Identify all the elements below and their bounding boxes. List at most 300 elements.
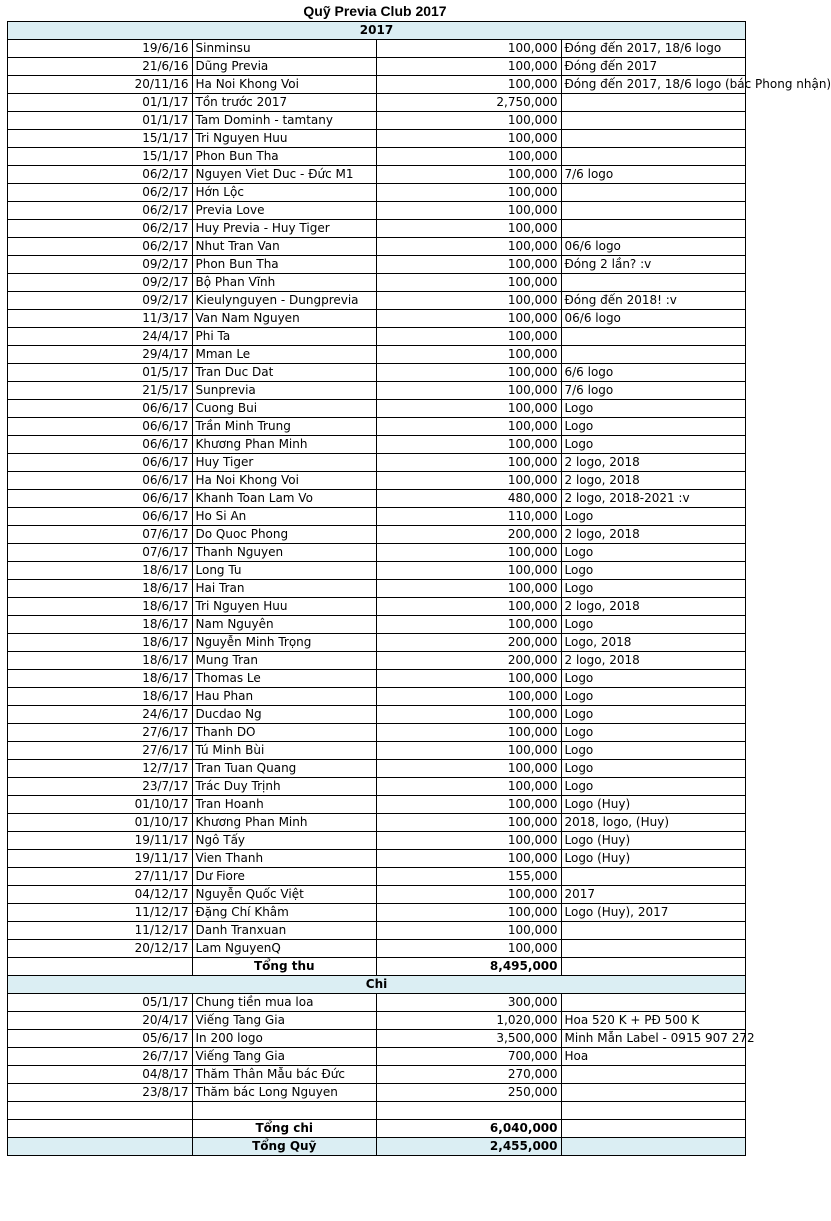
expense-row <box>8 1012 746 1030</box>
note-cell: Logo <box>561 400 746 418</box>
name-cell: Ha Noi Khong Voi <box>192 472 377 490</box>
income-row <box>8 814 746 832</box>
note-cell: Logo <box>561 688 746 706</box>
date-cell: 21/5/17 <box>8 382 193 400</box>
date-cell: 01/10/17 <box>8 796 193 814</box>
name-cell: Viếng Tang Gia <box>192 1012 377 1030</box>
name-cell: Hau Phan <box>192 688 377 706</box>
amount-cell: 100,000 <box>377 562 562 580</box>
date-cell: 06/6/17 <box>8 472 193 490</box>
amount-cell: 200,000 <box>377 526 562 544</box>
empty-cell <box>561 1102 746 1120</box>
name-cell: Mman Le <box>192 346 377 364</box>
amount-cell: 250,000 <box>377 1084 562 1102</box>
date-cell: 06/6/17 <box>8 400 193 418</box>
amount-cell: 100,000 <box>377 274 562 292</box>
note-cell: 7/6 logo <box>561 382 746 400</box>
income-row <box>8 184 746 202</box>
name-cell: Trác Duy Trịnh <box>192 778 377 796</box>
amount-cell: 100,000 <box>377 778 562 796</box>
date-cell: 21/6/16 <box>8 58 193 76</box>
name-cell: Thăm Thân Mẫu bác Đức <box>192 1066 377 1084</box>
amount-cell: 700,000 <box>377 1048 562 1066</box>
amount-cell: 100,000 <box>377 130 562 148</box>
note-cell: Đóng đến 2017, 18/6 logo (bác Phong nhận) <box>561 76 746 94</box>
income-row <box>8 112 746 130</box>
income-row <box>8 670 746 688</box>
income-row <box>8 148 746 166</box>
income-row <box>8 418 746 436</box>
date-cell: 09/2/17 <box>8 274 193 292</box>
income-section-header <box>8 22 746 40</box>
income-row <box>8 832 746 850</box>
name-cell: Ducdao Ng <box>192 706 377 724</box>
note-cell: Logo, 2018 <box>561 634 746 652</box>
name-cell: Trần Minh Trung <box>192 418 377 436</box>
income-row <box>8 40 746 58</box>
empty-cell <box>192 1102 377 1120</box>
note-cell <box>561 112 746 130</box>
date-cell: 27/6/17 <box>8 742 193 760</box>
amount-cell: 100,000 <box>377 850 562 868</box>
note-cell: Logo <box>561 562 746 580</box>
empty-cell <box>377 1102 562 1120</box>
amount-cell: 100,000 <box>377 310 562 328</box>
income-row <box>8 130 746 148</box>
date-cell: 19/6/16 <box>8 40 193 58</box>
name-cell: Sunprevia <box>192 382 377 400</box>
expense-row <box>8 1066 746 1084</box>
name-cell: Viếng Tang Gia <box>192 1048 377 1066</box>
income-row <box>8 778 746 796</box>
date-cell: 18/6/17 <box>8 652 193 670</box>
note-cell: Logo <box>561 616 746 634</box>
total-label: Tổng Quỹ <box>192 1138 377 1156</box>
date-cell: 12/7/17 <box>8 760 193 778</box>
blank-row <box>8 1102 746 1120</box>
note-cell: 2 logo, 2018 <box>561 526 746 544</box>
amount-cell: 100,000 <box>377 796 562 814</box>
note-cell: Logo <box>561 418 746 436</box>
note-cell: Đóng 2 lần? :v <box>561 256 746 274</box>
name-cell: Tran Tuan Quang <box>192 760 377 778</box>
expense-row <box>8 994 746 1012</box>
amount-cell: 100,000 <box>377 670 562 688</box>
name-cell: Huy Tiger <box>192 454 377 472</box>
name-cell: Danh Tranxuan <box>192 922 377 940</box>
income-row <box>8 472 746 490</box>
income-row <box>8 220 746 238</box>
amount-cell: 100,000 <box>377 418 562 436</box>
date-cell: 15/1/17 <box>8 148 193 166</box>
income-row <box>8 526 746 544</box>
date-cell: 27/6/17 <box>8 724 193 742</box>
amount-cell: 100,000 <box>377 814 562 832</box>
empty-cell <box>8 1138 193 1156</box>
note-cell: Đóng đến 2017 <box>561 58 746 76</box>
date-cell: 20/11/16 <box>8 76 193 94</box>
date-cell: 06/2/17 <box>8 220 193 238</box>
amount-cell: 100,000 <box>377 220 562 238</box>
total-label: Tổng thu <box>192 958 377 976</box>
amount-cell: 100,000 <box>377 922 562 940</box>
empty-cell <box>561 958 746 976</box>
amount-cell: 155,000 <box>377 868 562 886</box>
name-cell: Tồn trước 2017 <box>192 94 377 112</box>
name-cell: Ho Si An <box>192 508 377 526</box>
date-cell: 23/8/17 <box>8 1084 193 1102</box>
amount-cell: 110,000 <box>377 508 562 526</box>
income-row <box>8 400 746 418</box>
note-cell <box>561 274 746 292</box>
note-cell: Logo (Huy) <box>561 850 746 868</box>
date-cell: 11/12/17 <box>8 922 193 940</box>
name-cell: Thomas Le <box>192 670 377 688</box>
name-cell: Lam NguyenQ <box>192 940 377 958</box>
income-row <box>8 166 746 184</box>
amount-cell: 100,000 <box>377 292 562 310</box>
name-cell: Nguyễn Quốc Việt <box>192 886 377 904</box>
name-cell: Van Nam Nguyen <box>192 310 377 328</box>
date-cell: 11/3/17 <box>8 310 193 328</box>
amount-cell: 100,000 <box>377 472 562 490</box>
amount-cell: 270,000 <box>377 1066 562 1084</box>
name-cell: Khương Phan Minh <box>192 814 377 832</box>
note-cell: Logo <box>561 724 746 742</box>
amount-cell: 100,000 <box>377 688 562 706</box>
note-cell: Logo <box>561 580 746 598</box>
name-cell: Tri Nguyen Huu <box>192 130 377 148</box>
date-cell: 09/2/17 <box>8 292 193 310</box>
amount-cell: 100,000 <box>377 238 562 256</box>
fund-table <box>7 21 831 1156</box>
note-cell <box>561 346 746 364</box>
income-row <box>8 310 746 328</box>
income-row <box>8 724 746 742</box>
total-value: 6,040,000 <box>377 1120 562 1138</box>
income-row <box>8 76 746 94</box>
income-row <box>8 436 746 454</box>
name-cell: Mung Tran <box>192 652 377 670</box>
date-cell: 29/4/17 <box>8 346 193 364</box>
income-row <box>8 256 746 274</box>
note-cell <box>561 868 746 886</box>
name-cell: Tran Duc Dat <box>192 364 377 382</box>
amount-cell: 480,000 <box>377 490 562 508</box>
date-cell: 06/2/17 <box>8 238 193 256</box>
income-row <box>8 868 746 886</box>
date-cell: 06/6/17 <box>8 436 193 454</box>
note-cell: 2 logo, 2018-2021 :v <box>561 490 746 508</box>
date-cell: 18/6/17 <box>8 580 193 598</box>
empty-cell <box>561 1120 746 1138</box>
income-row <box>8 904 746 922</box>
note-cell: Đóng đến 2018! :v <box>561 292 746 310</box>
note-cell <box>561 940 746 958</box>
income-row <box>8 688 746 706</box>
note-cell: 06/6 logo <box>561 238 746 256</box>
name-cell: Dư Fiore <box>192 868 377 886</box>
date-cell: 19/11/17 <box>8 832 193 850</box>
name-cell: Do Quoc Phong <box>192 526 377 544</box>
income-row <box>8 580 746 598</box>
name-cell: Tran Hoanh <box>192 796 377 814</box>
note-cell: Hoa 520 K + PĐ 500 K <box>561 1012 746 1030</box>
date-cell: 18/6/17 <box>8 616 193 634</box>
income-year-label: 2017 <box>8 22 746 40</box>
date-cell: 06/2/17 <box>8 202 193 220</box>
date-cell: 01/1/17 <box>8 112 193 130</box>
income-row <box>8 850 746 868</box>
name-cell: Chung tiền mua loa <box>192 994 377 1012</box>
note-cell <box>561 1084 746 1102</box>
note-cell <box>561 1066 746 1084</box>
amount-cell: 100,000 <box>377 184 562 202</box>
amount-cell: 100,000 <box>377 904 562 922</box>
amount-cell: 100,000 <box>377 76 562 94</box>
name-cell: Ha Noi Khong Voi <box>192 76 377 94</box>
amount-cell: 100,000 <box>377 202 562 220</box>
note-cell: Logo (Huy) <box>561 832 746 850</box>
date-cell: 24/4/17 <box>8 328 193 346</box>
note-cell: Logo (Huy), 2017 <box>561 904 746 922</box>
note-cell: Đóng đến 2017, 18/6 logo <box>561 40 746 58</box>
note-cell: Hoa <box>561 1048 746 1066</box>
total-label: Tổng chi <box>192 1120 377 1138</box>
name-cell: Nguyễn Minh Trọng <box>192 634 377 652</box>
name-cell: Ngô Tấy <box>192 832 377 850</box>
name-cell: Phon Bun Tha <box>192 256 377 274</box>
note-cell <box>561 94 746 112</box>
income-row <box>8 886 746 904</box>
empty-cell <box>8 1102 193 1120</box>
amount-cell: 100,000 <box>377 886 562 904</box>
amount-cell: 100,000 <box>377 148 562 166</box>
note-cell: 6/6 logo <box>561 364 746 382</box>
income-row <box>8 796 746 814</box>
amount-cell: 100,000 <box>377 58 562 76</box>
date-cell: 15/1/17 <box>8 130 193 148</box>
income-row <box>8 346 746 364</box>
amount-cell: 100,000 <box>377 454 562 472</box>
name-cell: Hai Tran <box>192 580 377 598</box>
amount-cell: 3,500,000 <box>377 1030 562 1048</box>
amount-cell: 300,000 <box>377 994 562 1012</box>
income-row <box>8 544 746 562</box>
date-cell: 20/12/17 <box>8 940 193 958</box>
note-cell <box>561 922 746 940</box>
name-cell: Kieulynguyen - Dungprevia <box>192 292 377 310</box>
name-cell: Dũng Previa <box>192 58 377 76</box>
amount-cell: 100,000 <box>377 706 562 724</box>
note-cell: Logo <box>561 670 746 688</box>
note-cell <box>561 148 746 166</box>
amount-cell: 1,020,000 <box>377 1012 562 1030</box>
note-cell: Logo <box>561 544 746 562</box>
note-cell: Logo <box>561 706 746 724</box>
date-cell: 11/12/17 <box>8 904 193 922</box>
income-row <box>8 58 746 76</box>
date-cell: 06/6/17 <box>8 508 193 526</box>
amount-cell: 100,000 <box>377 940 562 958</box>
amount-cell: 100,000 <box>377 166 562 184</box>
note-cell: 2017 <box>561 886 746 904</box>
income-row <box>8 598 746 616</box>
note-cell: 2 logo, 2018 <box>561 472 746 490</box>
empty-cell <box>8 1120 193 1138</box>
note-cell <box>561 130 746 148</box>
name-cell: Hớn Lộc <box>192 184 377 202</box>
note-cell: 06/6 logo <box>561 310 746 328</box>
name-cell: Khương Phan Minh <box>192 436 377 454</box>
expense-row <box>8 1048 746 1066</box>
date-cell: 07/6/17 <box>8 526 193 544</box>
date-cell: 06/6/17 <box>8 490 193 508</box>
empty-cell <box>561 1138 746 1156</box>
note-cell <box>561 328 746 346</box>
income-row <box>8 508 746 526</box>
date-cell: 18/6/17 <box>8 598 193 616</box>
income-row <box>8 454 746 472</box>
amount-cell: 200,000 <box>377 652 562 670</box>
amount-cell: 100,000 <box>377 544 562 562</box>
income-total-row <box>8 958 746 976</box>
date-cell: 27/11/17 <box>8 868 193 886</box>
income-row <box>8 634 746 652</box>
fund-total-row <box>8 1138 746 1156</box>
amount-cell: 100,000 <box>377 112 562 130</box>
name-cell: Thanh Nguyen <box>192 544 377 562</box>
note-cell: 2018, logo, (Huy) <box>561 814 746 832</box>
note-cell: 2 logo, 2018 <box>561 598 746 616</box>
note-cell: Logo <box>561 508 746 526</box>
name-cell: Tam Dominh - tamtany <box>192 112 377 130</box>
amount-cell: 100,000 <box>377 328 562 346</box>
name-cell: Previa Love <box>192 202 377 220</box>
date-cell: 05/1/17 <box>8 994 193 1012</box>
date-cell: 24/6/17 <box>8 706 193 724</box>
date-cell: 01/10/17 <box>8 814 193 832</box>
expense-total-row <box>8 1120 746 1138</box>
date-cell: 07/6/17 <box>8 544 193 562</box>
name-cell: Cuong Bui <box>192 400 377 418</box>
date-cell: 06/2/17 <box>8 184 193 202</box>
empty-cell <box>8 958 193 976</box>
amount-cell: 100,000 <box>377 382 562 400</box>
note-cell: 7/6 logo <box>561 166 746 184</box>
amount-cell: 100,000 <box>377 40 562 58</box>
date-cell: 06/6/17 <box>8 418 193 436</box>
name-cell: Huy Previa - Huy Tiger <box>192 220 377 238</box>
name-cell: Đặng Chí Khâm <box>192 904 377 922</box>
name-cell: Sinminsu <box>192 40 377 58</box>
note-cell: Logo <box>561 742 746 760</box>
date-cell: 01/1/17 <box>8 94 193 112</box>
date-cell: 06/6/17 <box>8 454 193 472</box>
name-cell: In 200 logo <box>192 1030 377 1048</box>
date-cell: 19/11/17 <box>8 850 193 868</box>
expense-section-header <box>8 976 746 994</box>
section-label: Chi <box>8 976 746 994</box>
date-cell: 18/6/17 <box>8 688 193 706</box>
date-cell: 18/6/17 <box>8 670 193 688</box>
name-cell: Khanh Toan Lam Vo <box>192 490 377 508</box>
note-cell: Logo <box>561 436 746 454</box>
total-value: 8,495,000 <box>377 958 562 976</box>
amount-cell: 100,000 <box>377 400 562 418</box>
date-cell: 04/8/17 <box>8 1066 193 1084</box>
note-cell: Logo (Huy) <box>561 796 746 814</box>
date-cell: 23/7/17 <box>8 778 193 796</box>
amount-cell: 100,000 <box>377 760 562 778</box>
note-cell <box>561 994 746 1012</box>
income-row <box>8 94 746 112</box>
note-cell <box>561 184 746 202</box>
amount-cell: 100,000 <box>377 832 562 850</box>
name-cell: Phi Ta <box>192 328 377 346</box>
note-cell <box>561 220 746 238</box>
amount-cell: 100,000 <box>377 616 562 634</box>
page-title: Quỹ Previa Club 2017 <box>303 3 447 19</box>
name-cell: Long Tu <box>192 562 377 580</box>
note-cell: Minh Mẫn Label - 0915 907 272 <box>561 1030 746 1048</box>
date-cell: 06/2/17 <box>8 166 193 184</box>
date-cell: 05/6/17 <box>8 1030 193 1048</box>
income-row <box>8 274 746 292</box>
note-cell <box>561 202 746 220</box>
name-cell: Thanh DO <box>192 724 377 742</box>
note-cell: 2 logo, 2018 <box>561 454 746 472</box>
name-cell: Tri Nguyen Huu <box>192 598 377 616</box>
income-row <box>8 364 746 382</box>
income-row <box>8 652 746 670</box>
name-cell: Vien Thanh <box>192 850 377 868</box>
income-row <box>8 490 746 508</box>
amount-cell: 100,000 <box>377 436 562 454</box>
income-row <box>8 742 746 760</box>
date-cell: 04/12/17 <box>8 886 193 904</box>
name-cell: Tú Minh Bùi <box>192 742 377 760</box>
date-cell: 01/5/17 <box>8 364 193 382</box>
note-cell: Logo <box>561 778 746 796</box>
expense-row <box>8 1030 746 1048</box>
income-row <box>8 922 746 940</box>
income-row <box>8 940 746 958</box>
note-cell: Logo <box>561 760 746 778</box>
income-row <box>8 616 746 634</box>
income-row <box>8 202 746 220</box>
expense-row <box>8 1084 746 1102</box>
name-cell: Nguyen Viet Duc - Đức M1 <box>192 166 377 184</box>
income-row <box>8 706 746 724</box>
income-row <box>8 760 746 778</box>
income-row <box>8 562 746 580</box>
amount-cell: 100,000 <box>377 346 562 364</box>
date-cell: 09/2/17 <box>8 256 193 274</box>
name-cell: Phon Bun Tha <box>192 148 377 166</box>
income-row <box>8 328 746 346</box>
name-cell: Nam Nguyên <box>192 616 377 634</box>
date-cell: 20/4/17 <box>8 1012 193 1030</box>
income-row <box>8 382 746 400</box>
amount-cell: 100,000 <box>377 724 562 742</box>
amount-cell: 100,000 <box>377 742 562 760</box>
amount-cell: 2,750,000 <box>377 94 562 112</box>
amount-cell: 200,000 <box>377 634 562 652</box>
income-row <box>8 292 746 310</box>
name-cell: Thăm bác Long Nguyen <box>192 1084 377 1102</box>
date-cell: 18/6/17 <box>8 562 193 580</box>
